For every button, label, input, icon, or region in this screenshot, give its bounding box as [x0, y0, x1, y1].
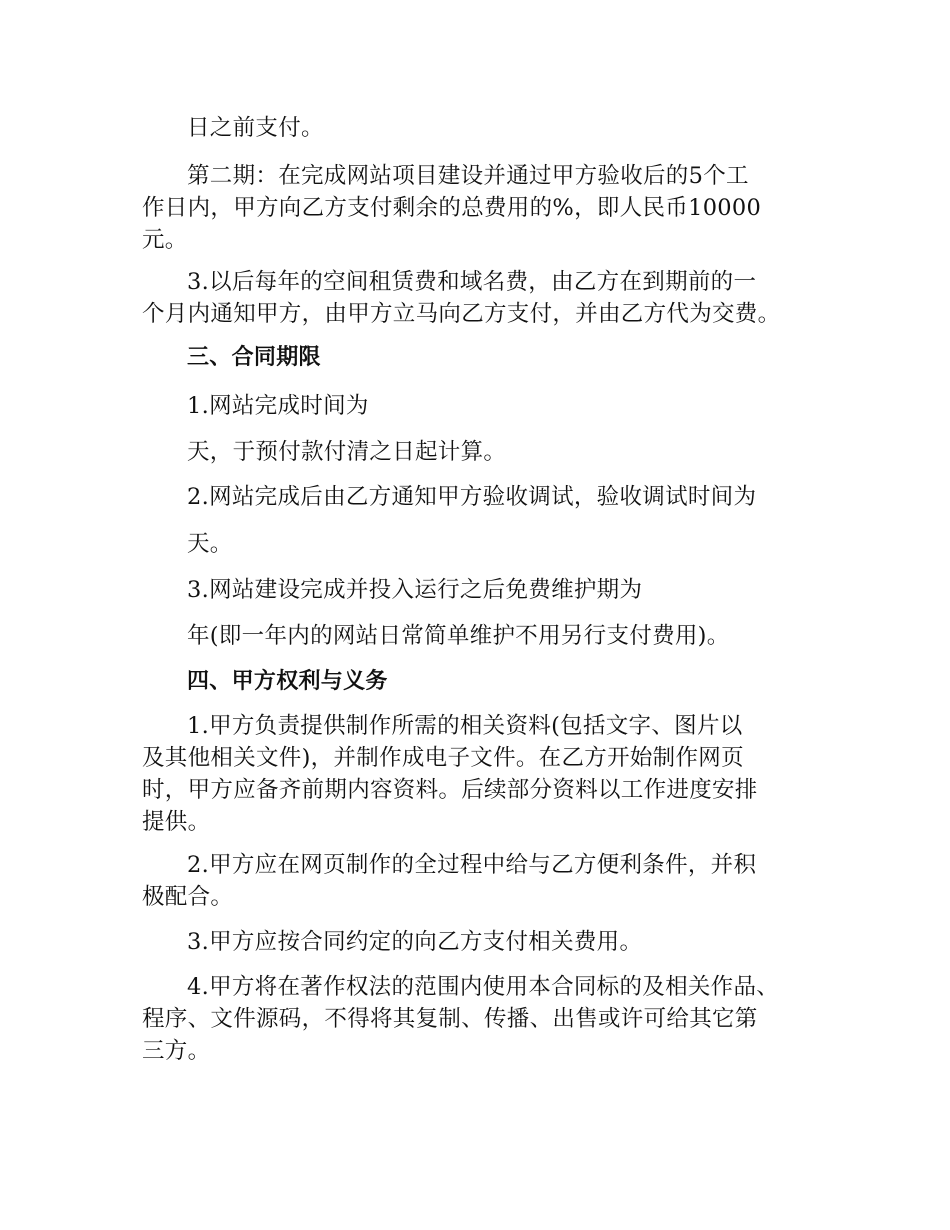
text-line: 1.甲方负责提供制作所需的相关资料(包括文字、图片以 [187, 713, 743, 739]
paragraph [142, 710, 822, 838]
text-line: 2.网站完成后由乙方通知甲方验收调试，验收调试时间为 [187, 484, 757, 510]
paragraph [142, 390, 822, 422]
text-line: 天。 [187, 531, 233, 557]
text-line: 三方。 [142, 1038, 211, 1064]
heading-text: 四、甲方权利与义务 [187, 669, 388, 694]
text-line: 第二期：在完成网站项目建设并通过甲方验收后的5个工 [187, 163, 749, 189]
heading-text: 三、合同期限 [187, 345, 321, 370]
text-line: 日之前支付。 [187, 115, 324, 141]
text-line: 时，甲方应备齐前期内容资料。后续部分资料以工作进度安排 [142, 777, 758, 803]
text-line: 个月内通知甲方，由甲方立马向乙方支付，并由乙方代为交费。 [142, 301, 781, 327]
paragraph [142, 926, 822, 958]
text-line: 3.甲方应按合同约定的向乙方支付相关费用。 [187, 929, 643, 955]
paragraph [142, 574, 822, 606]
paragraph [142, 620, 822, 652]
paragraph [142, 112, 822, 144]
paragraph [142, 481, 822, 513]
section-heading [142, 342, 822, 374]
text-line: 2.甲方应在网页制作的全过程中给与乙方便利条件，并积 [187, 852, 757, 878]
text-line: 3.以后每年的空间租赁费和域名费，由乙方在到期前的一 [187, 269, 757, 295]
text-line: 作日内，甲方向乙方支付剩余的总费用的%，即人民币10000 [142, 195, 762, 221]
paragraph [142, 436, 822, 468]
paragraph [142, 971, 822, 1067]
section-heading [142, 666, 822, 698]
text-line: 3.网站建设完成并投入运行之后免费维护期为 [187, 577, 643, 603]
text-line: 及其他相关文件)，并制作成电子文件。在乙方开始制作网页 [142, 745, 744, 771]
paragraph [142, 160, 822, 256]
paragraph [142, 849, 822, 913]
text-line: 程序、文件源码，不得将其复制、传播、出售或许可给其它第 [142, 1006, 758, 1032]
text-line: 提供。 [142, 809, 211, 835]
text-line: 年(即一年内的网站日常简单维护不用另行支付费用)。 [187, 623, 730, 649]
text-line: 极配合。 [142, 884, 234, 910]
paragraph [142, 528, 822, 560]
text-line: 1.网站完成时间为 [187, 393, 369, 419]
text-line: 4.甲方将在著作权法的范围内使用本合同标的及相关作品、 [187, 974, 780, 1000]
text-line: 元。 [142, 227, 188, 253]
text-line: 天，于预付款付清之日起计算。 [187, 439, 507, 465]
paragraph [142, 266, 822, 330]
